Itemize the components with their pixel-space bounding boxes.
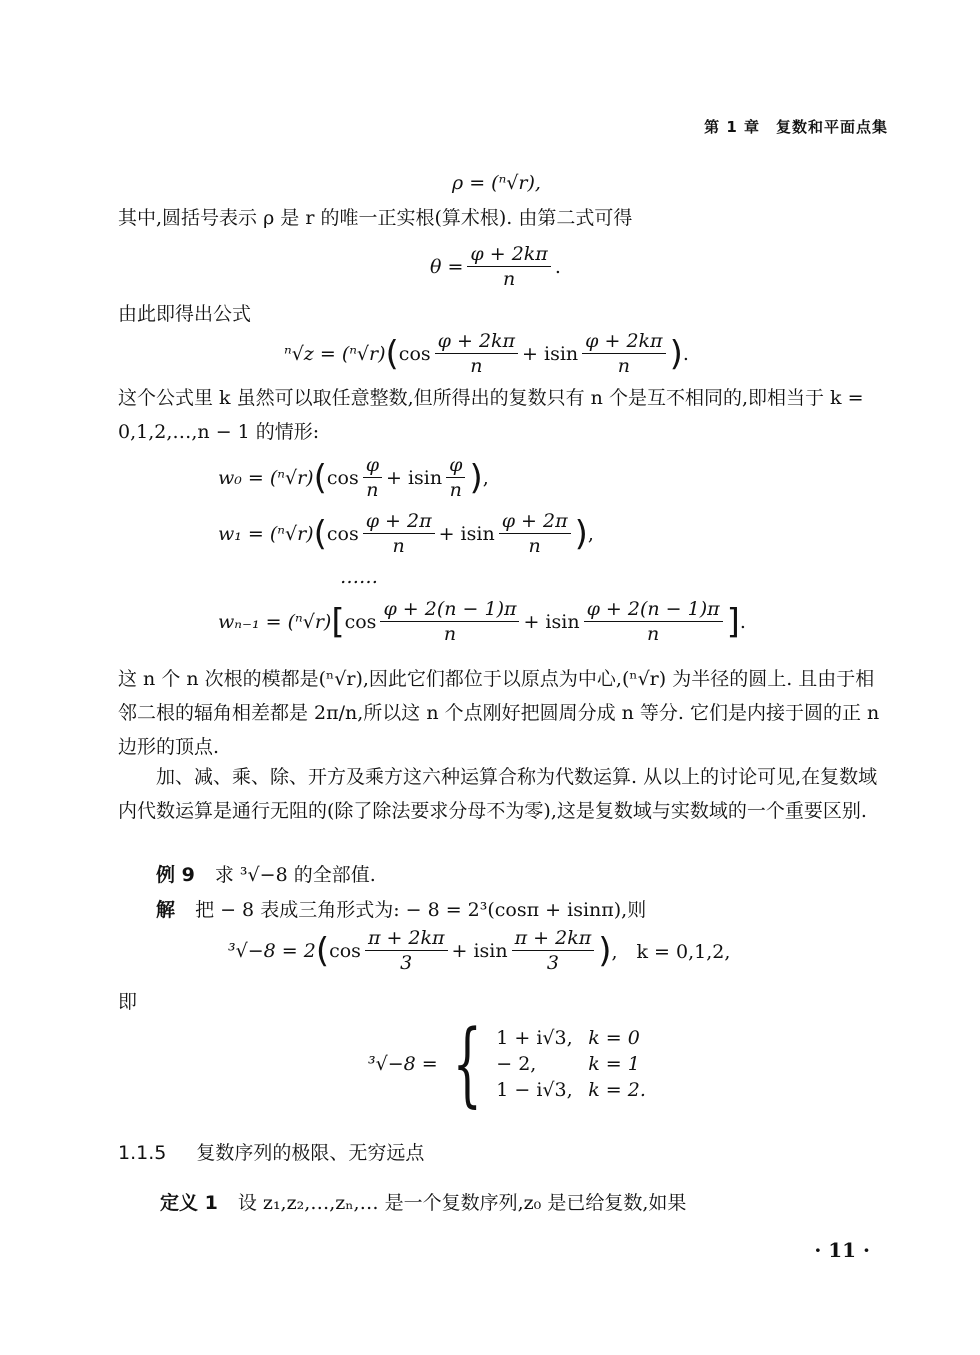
case-condition: k = 2. [588,1079,646,1101]
section-number: 1.1.5 [118,1142,167,1164]
cube-fraction-cos [365,927,448,974]
case-row [496,1053,646,1075]
w1-numerator-cos: φ + 2π [363,510,435,534]
solution [156,893,646,927]
w1-isin: + isin [438,522,495,545]
w0-denominator-cos: n [366,479,379,501]
wn1-tail: . [739,610,746,633]
cube-denominator-cos: 3 [400,952,413,974]
formula-numerator-cos: φ + 2kπ [435,330,518,354]
w1-fraction-sin [499,510,571,557]
cube-cos: cos [329,939,361,962]
w0-tail: , [482,466,489,489]
case-row [496,1079,646,1101]
wn1-cos: cos [344,610,377,633]
w0-lhs: w₀ = (ⁿ√r) [218,466,314,489]
wn1-lhs: wₙ₋₁ = (ⁿ√r) [218,610,332,633]
cases-brace: { [452,1010,482,1117]
equation-theta [430,243,561,290]
cube-isin: + isin [451,939,508,962]
definition-1-text: 设 z₁,z₂,…,zₙ,… 是一个复数序列,z₀ 是已给复数,如果 [237,1192,687,1214]
cube-numerator-sin: π + 2kπ [512,927,595,951]
equation-w1: w₁ = (ⁿ√r) ( cos $\frac{\varphi + 2\pi}{n}$ + isin $\frac{\varphi + 2\pi}{n}$ ) , [218,510,594,557]
case-condition: k = 1 [588,1053,640,1075]
formula-numerator-sin: φ + 2kπ [582,330,665,354]
w0-fraction-cos [363,454,382,501]
w1-fraction-cos [363,510,435,557]
running-header: 第 1 章 复数和平面点集 [704,118,888,136]
formula-isin: + isin [522,342,579,365]
equation-w0: w₀ = (ⁿ√r) ( cos $\frac{\varphi}{n}$ + isin $\frac{\varphi}{n}$ ) , [218,454,489,501]
wn1-denominator-sin: n [646,623,660,645]
ji-text: 即 [118,991,138,1013]
w1-denominator-cos: n [392,535,405,557]
paragraph-2: 由此即得出公式 [118,303,252,325]
w0-isin: + isin [386,466,443,489]
equation-cases [368,1010,646,1117]
cube-numerator-cos: π + 2kπ [365,927,448,951]
theta-tail: . [554,255,561,278]
w1-numerator-sin: φ + 2π [499,510,571,534]
wn1-fraction-sin [584,598,723,645]
wn1-numerator-sin: φ + 2(n − 1)π [584,598,723,622]
wn1-isin: + isin [523,610,580,633]
formula-fraction-cos [435,330,518,377]
w0-numerator-sin: φ [446,454,465,478]
theta-numerator: φ + 2kπ [467,243,550,267]
example-9-label: 例 9 [156,864,195,886]
w0-denominator-sin: n [449,479,462,501]
theta-lhs: θ = [430,255,464,278]
case-condition: k = 0 [588,1027,640,1049]
equation-cube-root: ³√−8 = 2 ( cos $\frac{\pi + 2k\pi}{3}$ + isin $\frac{\pi + 2k\pi}{3}$ ) , k = 0,1,2, [228,927,731,974]
cases-lhs: ³√−8 = [368,1053,438,1075]
case-value: 1 − i√3, [496,1079,573,1101]
w0-fraction-sin [446,454,465,501]
equation-wn1: wₙ₋₁ = (ⁿ√r) [ cos $\frac{\varphi + 2(n - 1)\pi}{n}$ + isin $\frac{\varphi + 2(n - 1)\pi}{n}$ ] . [218,598,746,645]
solution-label: 解 [156,899,176,921]
formula-lhs: ⁿ√z = (ⁿ√r) [284,342,386,365]
wn1-numerator-cos: φ + 2(n − 1)π [380,598,519,622]
case-value: − 2, [496,1053,537,1075]
wn1-denominator-cos: n [443,623,457,645]
definition-1-label: 定义 1 [160,1192,218,1214]
cube-denominator-sin: 3 [546,952,559,974]
theta-fraction [467,243,550,290]
formula-denominator-cos: n [470,355,483,377]
w1-tail: , [587,522,594,545]
paragraph-4: 这 n 个 n 次根的模都是(ⁿ√r),因此它们都位于以原点为中心,(ⁿ√r) 为半径的圆上. 且由于相邻二根的辐角相差都是 2π/n,所以这 n 个点刚好把圆周分成 n 等分. 它们是内接于圆的正 n 边形的顶点. [118,668,880,758]
paragraph-1: 其中,圆括号表示 ρ 是 r 的唯一正实根(算术根). 由第二式可得 [118,207,633,229]
case-row [496,1027,646,1049]
example-9 [156,858,376,892]
case-value: 1 + i√3, [496,1027,573,1049]
cube-fraction-sin [512,927,595,974]
paragraph-5: 加、减、乘、除、开方及乘方这六种运算合称为代数运算. 从以上的讨论可见,在复数域内代数运算是通行无阻的(除了除法要求分母不为零),这是复数域与实数域的一个重要区别. [118,766,878,822]
wn1-fraction-cos [380,598,519,645]
theta-denominator: n [502,268,516,290]
w1-cos: cos [326,522,359,545]
cube-lhs: ³√−8 = 2 [228,939,316,962]
w1-lhs: w₁ = (ⁿ√r) [218,522,314,545]
w0-numerator-cos: φ [363,454,382,478]
formula-fraction-sin [582,330,665,377]
definition-1 [160,1186,686,1220]
cube-tail: , k = 0,1,2, [611,941,731,963]
paragraph-3: 这个公式里 k 虽然可以取任意整数,但所得出的复数只有 n 个是互不相同的,即相当于 k = 0,1,2,…,n − 1 的情形: [118,387,864,443]
w1-denominator-sin: n [528,535,541,557]
formula-tail: . [682,342,689,365]
page-number: · 11 · [814,1238,870,1262]
w0-cos: cos [326,466,359,489]
solution-text: 把 − 8 表成三角形式为: − 8 = 2³(cosπ + isinπ),则 [195,899,647,921]
section-heading [118,1138,424,1165]
equation-rho: ρ = (ⁿ√r), [452,172,541,194]
example-9-text: 求 ³√−8 的全部值. [214,864,376,886]
formula-denominator-sin: n [617,355,630,377]
equation-formula: ⁿ√z = (ⁿ√r) ( cos $\frac{\varphi + 2k\pi}{n}$ + isin $\frac{\varphi + 2k\pi}{n}$ ) . [284,330,689,377]
section-title: 复数序列的极限、无穷远点 [196,1142,425,1164]
cases-list [496,1027,646,1101]
formula-cos: cos [398,342,431,365]
ellipsis: …… [340,566,378,588]
